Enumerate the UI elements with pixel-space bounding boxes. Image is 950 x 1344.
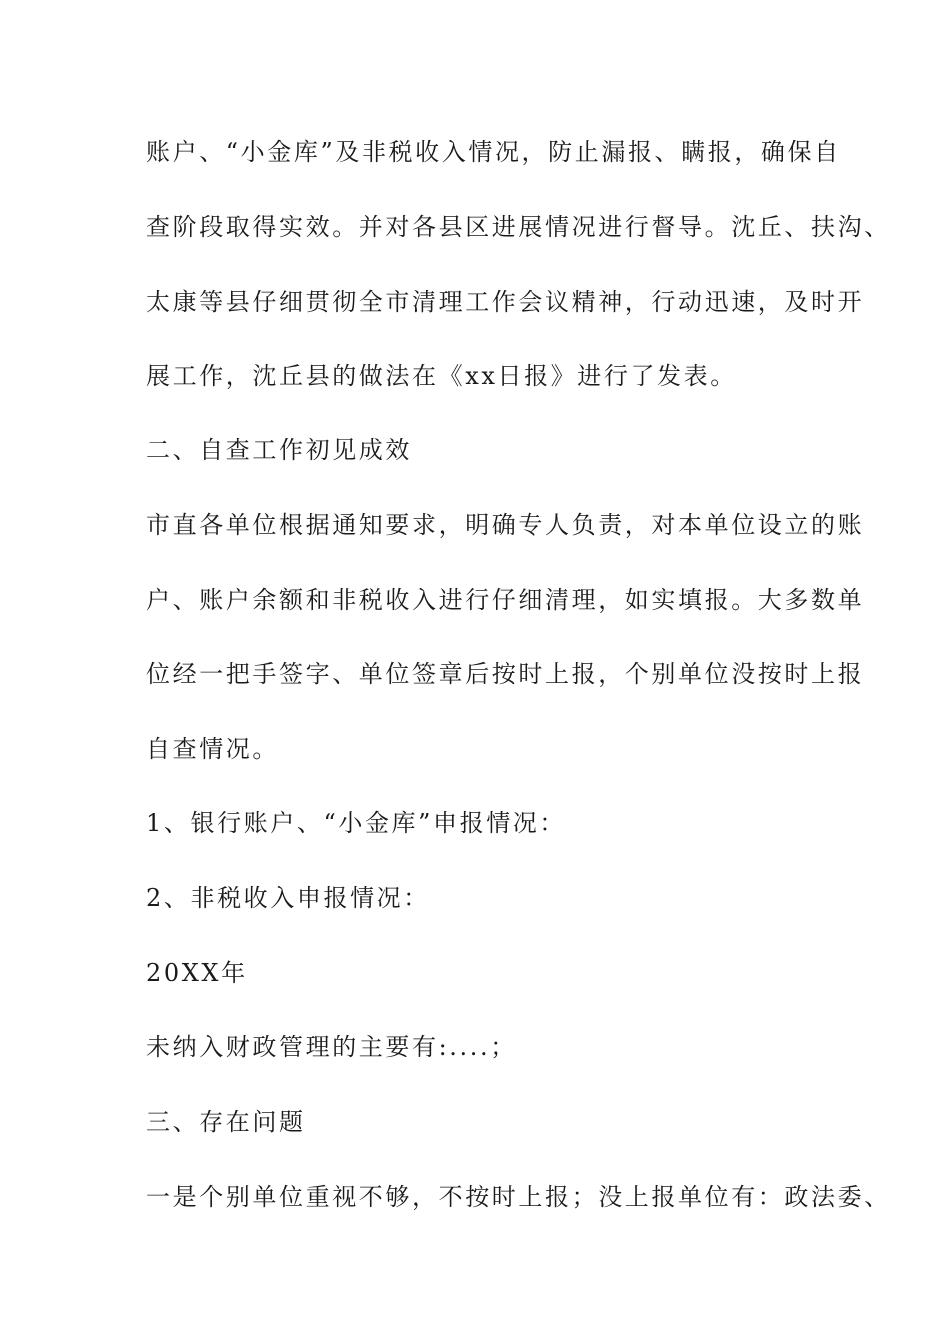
body-text-line-5: 市直各单位根据通知要求，明确专人负责，对本单位设立的账 [146, 511, 865, 539]
body-text-line-10: 一是个别单位重视不够，不按时上报；没上报单位有：政法委、 [146, 1183, 891, 1211]
body-text-line-2: 查阶段取得实效。并对各县区进展情况进行督导。沈丘、扶沟、 [146, 213, 891, 241]
list-item-1: 1、银行账户、“小金库”申报情况： [146, 809, 567, 837]
body-text-line-3: 太康等县仔细贯彻全市清理工作会议精神，行动迅速，及时开 [146, 288, 865, 316]
body-text-line-7: 位经一把手签字、单位签章后按时上报，个别单位没按时上报 [146, 660, 865, 688]
body-text-line-4: 展工作，沈丘县的做法在《xx日报》进行了发表。 [146, 362, 737, 390]
section-heading-3: 三、存在问题 [146, 1108, 306, 1136]
list-item-2: 2、非税收入申报情况： [146, 884, 430, 912]
body-text-line-6: 户、账户余额和非税收入进行仔细清理，如实填报。大多数单 [146, 586, 865, 614]
year-label: 20XX年 [146, 959, 248, 987]
body-text-line-8: 自查情况。 [146, 735, 279, 763]
body-text-line-1: 账户、“小金库”及非税收入情况，防止漏报、瞒报，确保自 [146, 138, 841, 166]
section-heading-2: 二、自查工作初见成效 [146, 436, 412, 464]
body-text-line-9: 未纳入财政管理的主要有:....； [146, 1033, 517, 1061]
